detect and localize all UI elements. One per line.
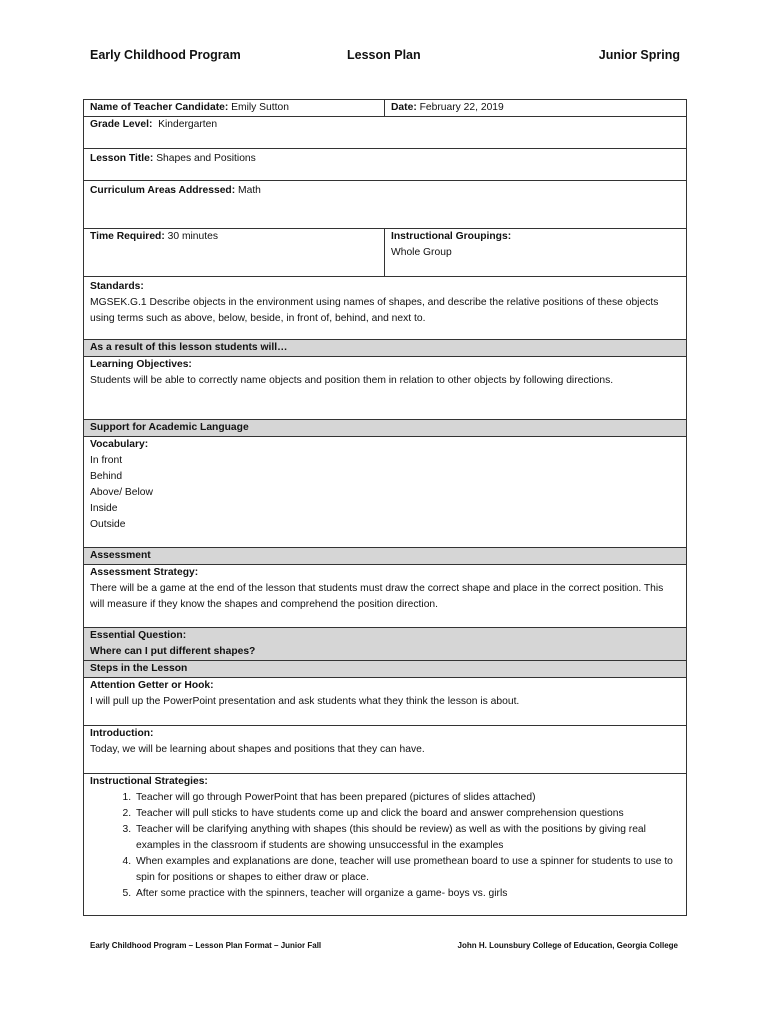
vocabulary-row [84,437,687,548]
vocabulary-item: Inside [90,503,118,514]
page-header [90,48,680,66]
objectives-row [84,357,687,420]
vocabulary-item: In front [90,455,123,466]
time-value: 30 minutes [164,231,218,242]
curriculum-value: Math [235,185,261,196]
introduction-row [84,726,687,774]
strategy-item: 4. When examples and explanations are done, teacher will use promethean board to use a spinner for students to use to spin for positions or shapes to either draw or place. [134,854,680,886]
strategies-cell [84,774,687,916]
program-name: Early Childhood Program [90,48,241,62]
steps-header-row [84,661,687,678]
academic-header-row [84,420,687,437]
strategy-item: 3. Teacher will be clarifying anything with shapes (this should be review) as well as with the positions by giving real examples in the classroom if students are showing unsuccessful in the examples [134,822,680,854]
curriculum-label: Curriculum Areas Addressed: [90,185,236,196]
date-cell [385,100,687,117]
assessment-cell [84,565,687,628]
grade-value: Kindergarten [152,119,218,130]
teacher-name: Emily Sutton [228,102,289,113]
page-footer [90,941,678,953]
lesson-title-value: Shapes and Positions [153,153,256,164]
objectives-text: Students will be able to correctly name objects and position them in relation to other objects by following directions. [90,375,614,386]
grouping-value: Whole Group [391,247,452,258]
lesson-title-label: Lesson Title: [90,153,154,164]
assessment-header: Assessment [84,548,687,565]
essential-question-row [84,628,687,661]
grouping-label: Instructional Groupings: [391,231,512,242]
hook-row [84,678,687,726]
strategy-item: 5. After some practice with the spinners, teacher will organize a game- boys vs. girls [134,886,680,902]
strategies-list [90,790,680,902]
assessment-header-row [84,548,687,565]
strategies-row [84,774,687,916]
assessment-text: There will be a game at the end of the lesson that students must draw the correct shape and place in the correct position. This will measure if they know the shapes and comprehend the position direction. [90,583,664,610]
time-grouping-row [84,229,687,277]
objectives-cell [84,357,687,420]
standards-cell [84,277,687,340]
curriculum-row [84,181,687,229]
time-cell [84,229,385,277]
vocabulary-cell [84,437,687,548]
teacher-date-row [84,100,687,117]
introduction-text: Today, we will be learning about shapes and positions that they can have. [90,744,425,755]
date-label: Date: [391,102,417,113]
assessment-label: Assessment Strategy: [90,567,199,578]
essential-question-text: Where can I put different shapes? [90,646,256,657]
standards-label: Standards: [90,281,144,292]
standards-text: MGSEK.G.1 Describe objects in the environment using names of shapes, and describe the relative positions of these objects using terms such as above, below, beside, in front of, behind, and next to. [90,297,659,324]
grade-cell [84,117,687,149]
hook-text: I will pull up the PowerPoint presentation and ask students what they think the lesson is about. [90,696,520,707]
strategies-label: Instructional Strategies: [90,776,208,787]
essential-question-cell [84,628,687,661]
lesson-title-row [84,149,687,181]
hook-label: Attention Getter or Hook: [90,680,214,691]
semester-label: Junior Spring [598,48,680,62]
grouping-cell [385,229,687,277]
result-header-row [84,340,687,357]
vocabulary-item: Above/ Below [90,487,153,498]
footer-program: Early Childhood Program – Lesson Plan Format – Junior Fall [90,941,322,950]
grade-label: Grade Level: [90,119,153,130]
grade-row [84,117,687,149]
objectives-label: Learning Objectives: [90,359,192,370]
teacher-label: Name of Teacher Candidate: [90,102,229,113]
strategy-item: 1. Teacher will go through PowerPoint that has been prepared (pictures of slides attached) [134,790,680,806]
curriculum-cell [84,181,687,229]
hook-cell [84,678,687,726]
result-header: As a result of this lesson students will… [84,340,687,357]
assessment-row [84,565,687,628]
introduction-cell [84,726,687,774]
document-title: Lesson Plan [347,48,421,62]
lesson-plan-table [83,99,687,916]
lesson-title-cell [84,149,687,181]
footer-college: John H. Lounsbury College of Education, Georgia College [457,941,678,950]
date-value: February 22, 2019 [416,102,504,113]
steps-header: Steps in the Lesson [84,661,687,678]
teacher-cell [84,100,385,117]
vocabulary-item: Outside [90,519,126,530]
standards-row [84,277,687,340]
vocabulary-item: Behind [90,471,123,482]
introduction-label: Introduction: [90,728,154,739]
essential-question-label: Essential Question: [90,630,187,641]
vocabulary-label: Vocabulary: [90,439,149,450]
academic-language-header: Support for Academic Language [84,420,687,437]
time-label: Time Required: [90,231,165,242]
strategy-item: 2. Teacher will pull sticks to have students come up and click the board and answer comprehension questions [134,806,680,822]
